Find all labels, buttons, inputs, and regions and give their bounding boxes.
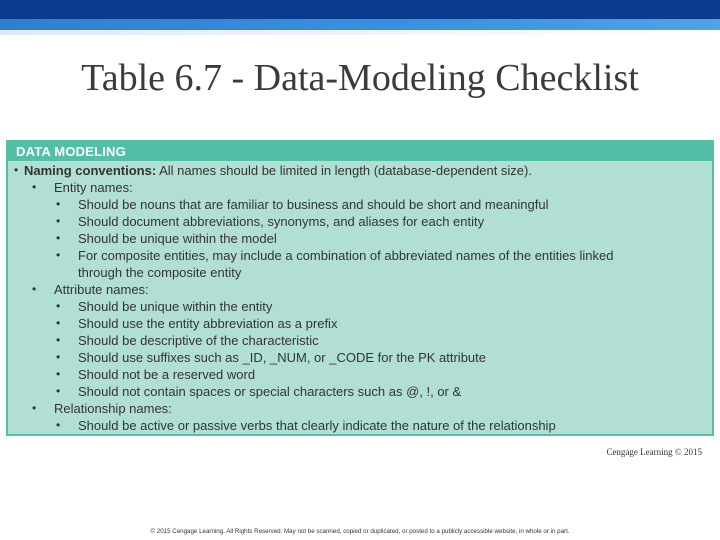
bullet-icon: • <box>56 418 61 432</box>
list-item-text: Should not contain spaces or special characters such as @, !, or & <box>78 384 462 399</box>
bullet-icon: • <box>56 367 61 381</box>
group-label: Entity names: <box>54 180 133 195</box>
list-item-text: Should use the entity abbreviation as a prefix <box>78 316 338 331</box>
naming-conventions-text: All names should be limited in length (database-dependent size). <box>156 163 532 178</box>
top-banner-fade <box>0 30 720 35</box>
list-item-text: For composite entities, may include a combination of abbreviated names of the entities linked through the composite entity <box>78 248 614 280</box>
group-label: Attribute names: <box>54 282 149 297</box>
group-label-row <box>14 400 706 417</box>
list-item-text: Should be nouns that are familiar to business and should be short and meaningful <box>78 197 549 212</box>
bullet-icon: • <box>56 350 61 364</box>
bullet-icon: • <box>56 197 61 211</box>
naming-conventions-label: Naming conventions: <box>24 163 157 178</box>
bullet-icon: • <box>56 231 61 245</box>
list-item <box>14 383 638 400</box>
bullet-icon: • <box>14 163 19 177</box>
list-item <box>14 298 638 315</box>
image-credit: Cengage Learning © 2015 <box>606 447 702 457</box>
bullet-icon: • <box>32 180 37 194</box>
list-item <box>14 332 638 349</box>
group-label-row <box>14 179 706 196</box>
checklist-table <box>6 140 714 436</box>
slide-title: Table 6.7 - Data-Modeling Checklist <box>81 57 639 99</box>
list-item <box>14 349 638 366</box>
list-item-text: Should document abbreviations, synonyms, and aliases for each entity <box>78 214 485 229</box>
bullet-icon: • <box>32 282 37 296</box>
group-label-row <box>14 281 706 298</box>
list-item <box>14 417 638 434</box>
bullet-icon: • <box>56 299 61 313</box>
top-banner-dark <box>0 0 720 19</box>
bullet-icon: • <box>32 401 37 415</box>
list-item-text: Should be unique within the model <box>78 231 277 246</box>
table-content <box>8 161 712 434</box>
list-item-text: Should use suffixes such as _ID, _NUM, or _CODE for the PK attribute <box>78 350 487 365</box>
bullet-icon: • <box>56 333 61 347</box>
group-label: Relationship names: <box>54 401 172 416</box>
list-item <box>14 213 638 230</box>
top-banner-light <box>0 19 720 30</box>
naming-conventions-row <box>14 162 706 179</box>
list-item <box>14 247 638 281</box>
list-item-text: Should be descriptive of the characteristic <box>78 333 319 348</box>
list-item-text: Should not be a reserved word <box>78 367 256 382</box>
list-item <box>14 230 638 247</box>
list-item-text: Should be unique within the entity <box>78 299 273 314</box>
bullet-icon: • <box>56 248 61 262</box>
bullet-icon: • <box>56 384 61 398</box>
bullet-icon: • <box>56 316 61 330</box>
copyright-footer: © 2015 Cengage Learning. All Rights Reserved. May not be scanned, copied or duplicated, or posted to a publicly accessible website, in whole or in part. <box>150 528 570 535</box>
list-item <box>14 196 638 213</box>
list-item <box>14 366 638 383</box>
list-item-text: Should be active or passive verbs that clearly indicate the nature of the relationship <box>78 418 556 433</box>
table-header: DATA MODELING <box>8 142 712 161</box>
bullet-icon: • <box>56 214 61 228</box>
list-item <box>14 315 638 332</box>
